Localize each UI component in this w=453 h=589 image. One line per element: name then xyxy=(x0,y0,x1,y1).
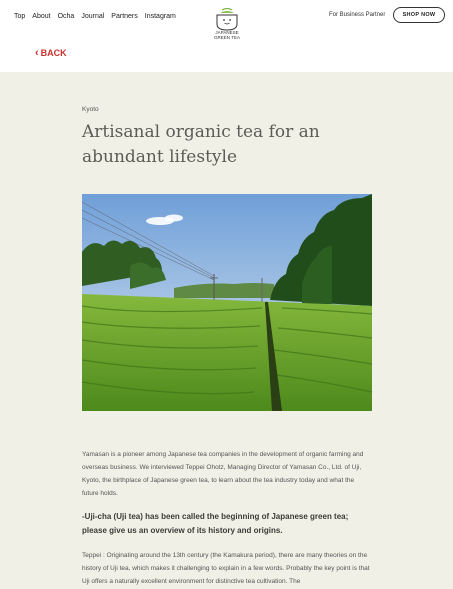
logo-wordmark xyxy=(205,30,249,40)
nav-top[interactable]: Top xyxy=(14,13,26,20)
back-label: BACK xyxy=(40,48,67,58)
interview-question: -Uji-cha (Uji tea) has been called the beginning of Japanese green tea; please give us an overview of its history and origins. xyxy=(82,512,349,535)
nav-about[interactable]: About xyxy=(32,13,51,20)
nav-journal[interactable]: Journal xyxy=(81,13,105,20)
logo-line-2: GREEN TEA xyxy=(214,35,240,40)
shop-now-button[interactable]: SHOP NOW xyxy=(393,7,445,23)
back-link[interactable] xyxy=(35,48,67,58)
article-title: Artisanal organic tea for an abundant lifestyle xyxy=(82,122,320,167)
nav-ocha[interactable]: Ocha xyxy=(57,13,75,20)
site-header xyxy=(0,0,453,72)
nav-partners[interactable]: Partners xyxy=(111,13,138,20)
article-intro: Yamasan is a pioneer among Japanese tea companies in the development of organic farming and overseas business. We interviewed Teppei Ohotz, Managing Director of Yamasan Co., Ltd. of Uji, Kyoto, the birthplace of Japanese green tea, to learn about the tea industry today and what the future holds. xyxy=(82,451,364,497)
logo-line-1: JAPANESE xyxy=(215,30,239,35)
interview-answer: Teppei : Originating around the 13th century (the Kamakura period), there are many theories on the history of Uji tea, which makes it challenging to explain in a few words. Probably the key point is that Uji offers a naturally excellent environment for distinctive tea cultivation. The xyxy=(82,552,370,585)
main-nav xyxy=(14,13,176,20)
chevron-left-icon: ‹ xyxy=(35,46,39,59)
nav-instagram[interactable]: Instagram xyxy=(144,13,176,20)
article-category: Kyoto xyxy=(82,106,99,113)
business-partner-link[interactable]: For Business Partner xyxy=(329,12,386,18)
tea-field-photo xyxy=(82,194,372,411)
